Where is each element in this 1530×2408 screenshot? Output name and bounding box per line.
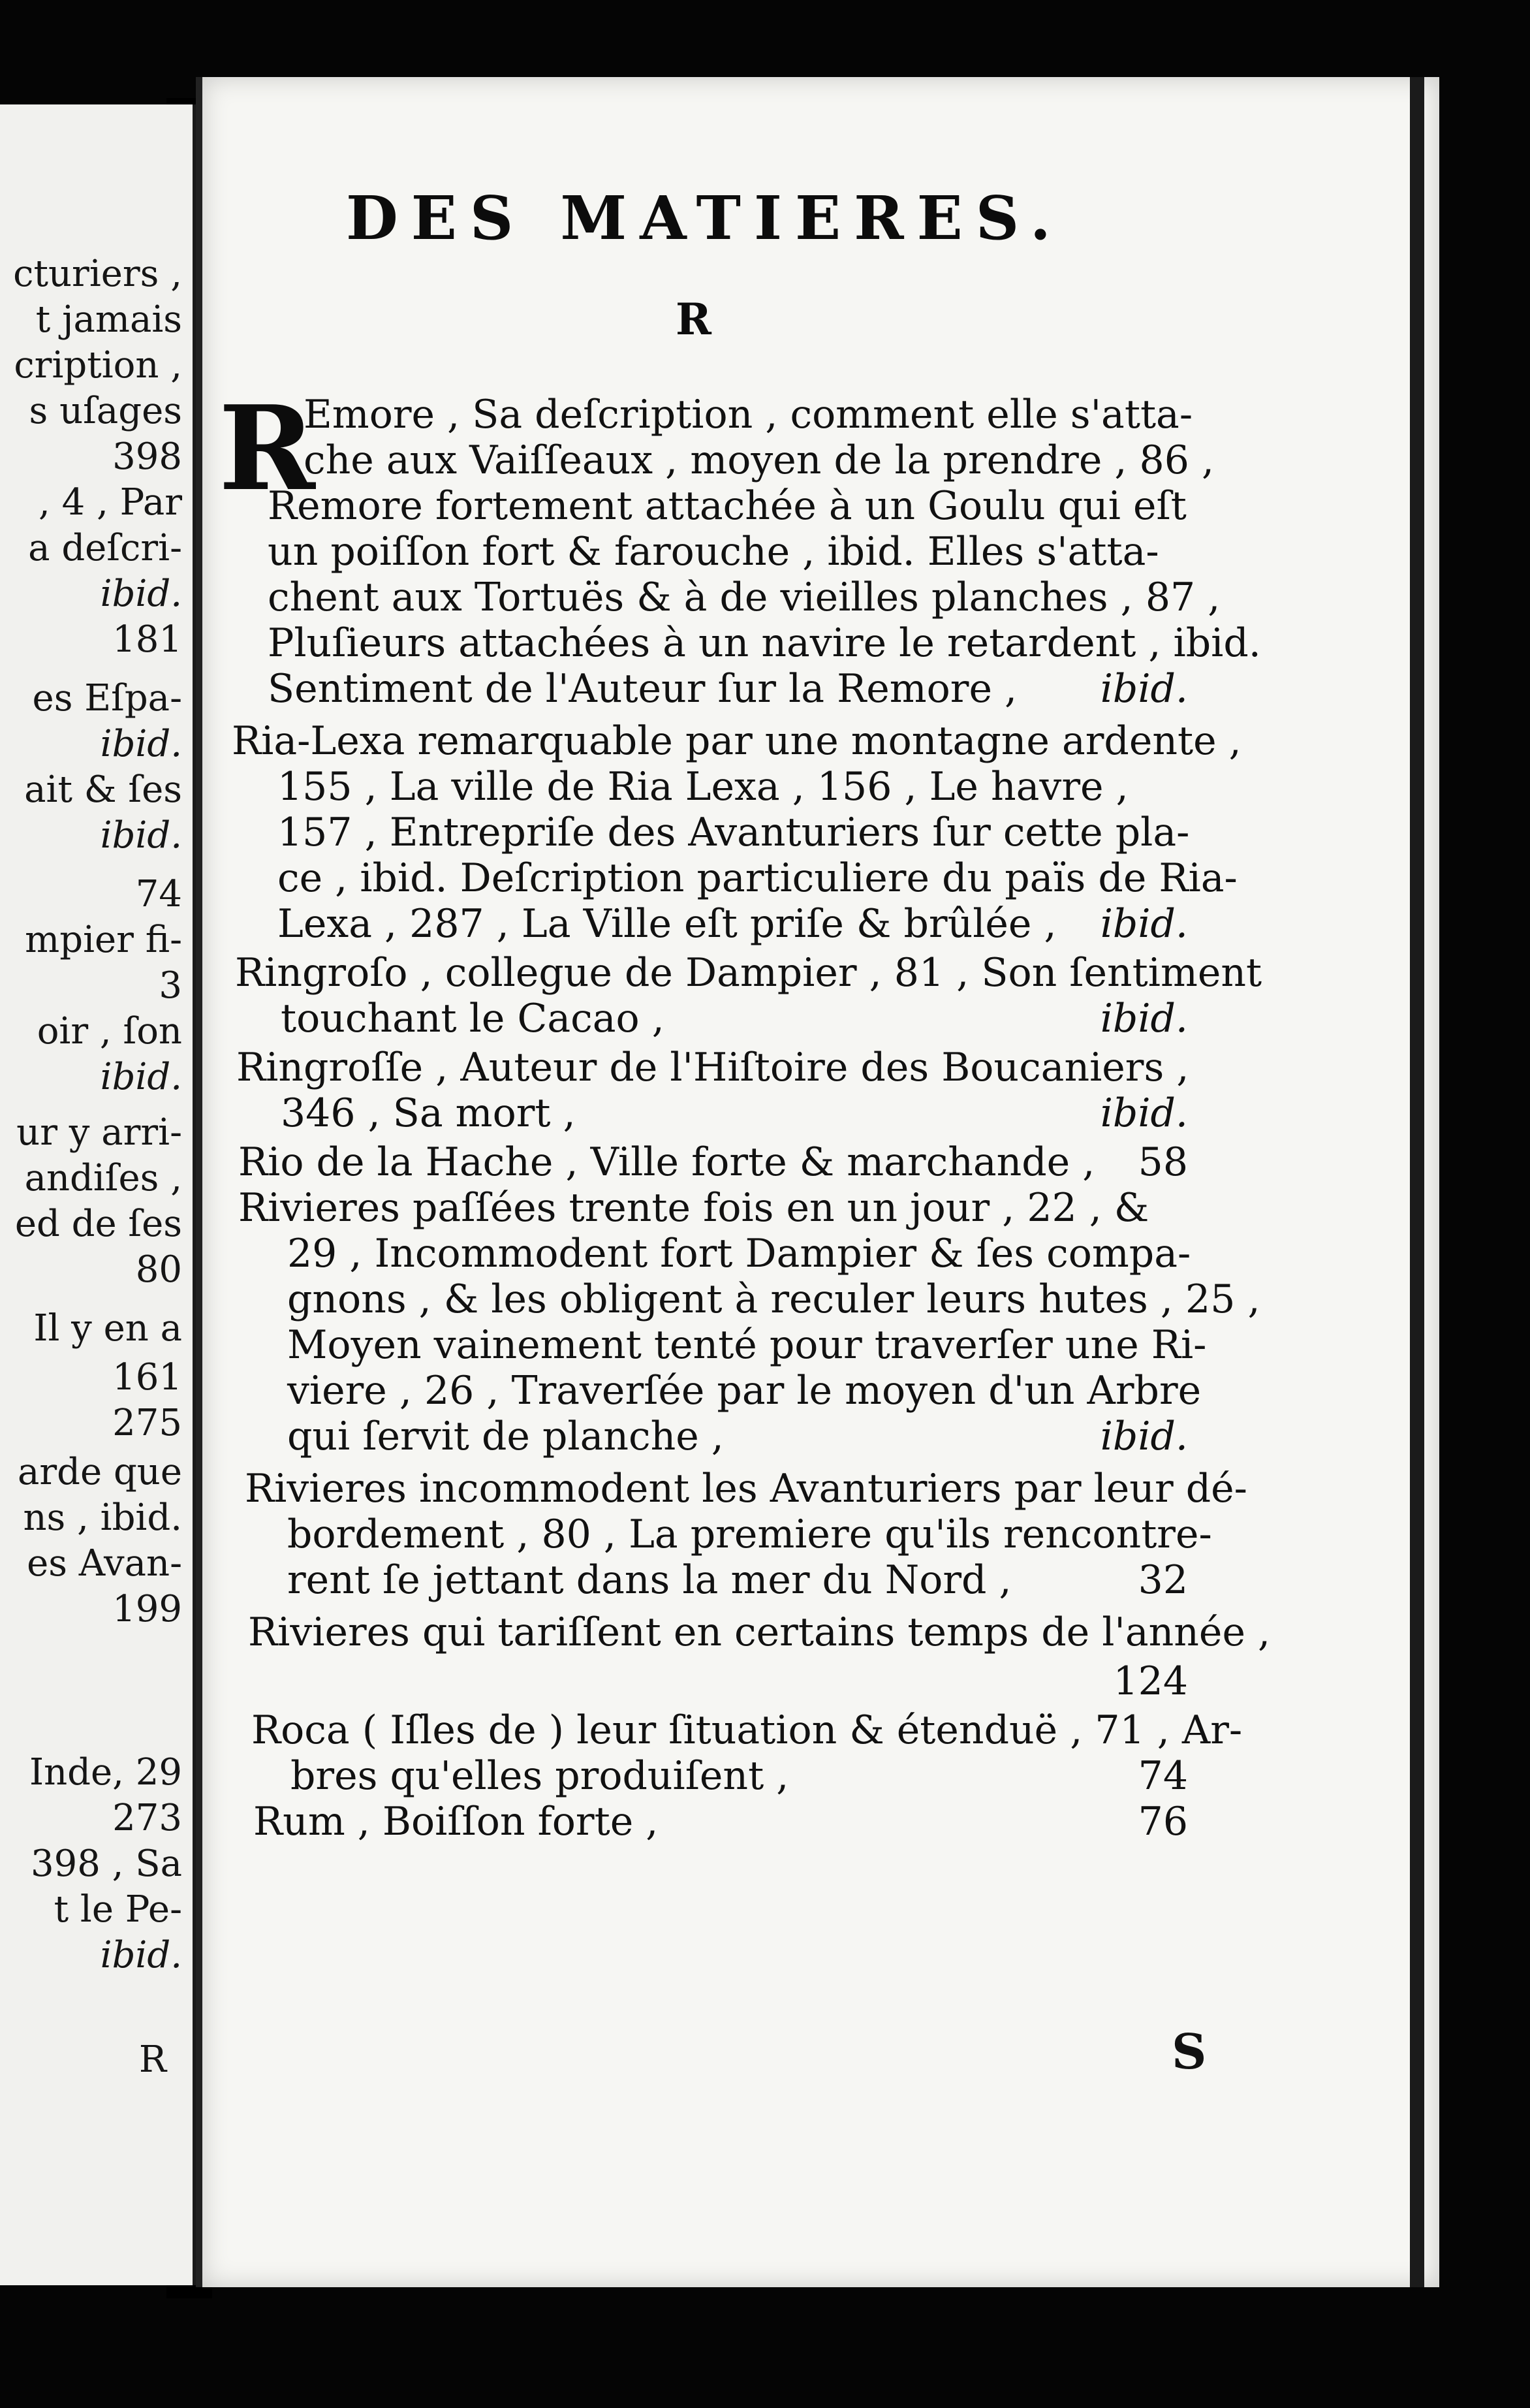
index-line: Rivieres incommodent les Avanturiers par leur dé-: [245, 1466, 1247, 1512]
index-line: Ringroſſe , Auteur de l'Hiſtoire des Boucaniers ,: [236, 1045, 1189, 1090]
left-line: ns , ibid.: [23, 1497, 182, 1539]
left-line: 398 , Sa: [30, 1843, 182, 1885]
left-line: a deſcri-: [28, 527, 182, 569]
index-line: rent ſe jettant dans la mer du Nord ,: [287, 1557, 1012, 1603]
page-ref: 124: [1113, 1658, 1188, 1704]
left-line: 398: [112, 436, 182, 478]
left-line: ibid.: [100, 814, 182, 857]
index-line: un poiſſon fort & farouche , ibid. Elles s'atta-: [268, 529, 1159, 575]
left-line: 161: [112, 1356, 182, 1399]
left-line: ibid.: [100, 723, 182, 765]
left-line: , 4 , Par: [39, 481, 182, 524]
index-line: 157 , Entrepriſe des Avanturiers ſur cette pla-: [277, 810, 1190, 855]
left-line: Inde, 29: [29, 1751, 182, 1794]
index-line: Lexa , 287 , La Ville eſt priſe & brûlée ,: [277, 901, 1057, 947]
left-line: oir , ſon: [37, 1010, 182, 1053]
left-page: [0, 104, 196, 2285]
page-ref: ibid.: [1100, 1090, 1188, 1136]
left-line: t jamais: [35, 298, 182, 341]
index-line: chent aux Tortuës & à de vieilles planches , 87 ,: [268, 575, 1221, 620]
left-line: andiſes ,: [24, 1157, 182, 1199]
page-ref: 58: [1138, 1139, 1188, 1185]
index-line: Remore fortement attachée à un Goulu qui eſt: [268, 483, 1187, 529]
left-line: cturiers ,: [13, 253, 182, 295]
index-line: Pluſieurs attachées à un navire le retardent , ibid.: [268, 620, 1261, 666]
page-ref: ibid.: [1100, 1414, 1188, 1459]
page-ref: 32: [1138, 1557, 1188, 1603]
page-ref: 76: [1138, 1799, 1188, 1845]
left-line: ibid.: [100, 1934, 182, 1976]
left-line: 74: [135, 873, 182, 915]
drop-cap: R: [219, 380, 315, 516]
index-line: bordement , 80 , La premiere qu'ils rencontre-: [287, 1512, 1212, 1557]
left-line: 275: [112, 1402, 182, 1444]
section-letter: R: [676, 294, 711, 345]
left-line: es Eſpa-: [32, 677, 182, 720]
page-ref: ibid.: [1100, 666, 1188, 712]
index-line: Rivieres qui tariſſent en certains temps de l'année ,: [248, 1609, 1271, 1655]
index-line: Emore , Sa deſcription , comment elle s'atta-: [304, 392, 1193, 437]
index-line: che aux Vaiſſeaux , moyen de la prendre , 86 ,: [304, 437, 1215, 483]
index-line: Rum , Boiſſon forte ,: [253, 1799, 659, 1845]
left-line: ait & ſes: [24, 768, 182, 811]
page-ref: ibid.: [1100, 996, 1188, 1041]
index-line: Rivieres paſſées trente fois en un jour , 22 , &: [238, 1185, 1149, 1231]
index-line: Ringroſo , collegue de Dampier , 81 , Son ſentiment: [235, 950, 1262, 996]
left-line: mpier fi-: [25, 919, 182, 961]
left-line: s uſages: [29, 390, 182, 432]
index-line: Moyen vainement tenté pour traverſer une Ri-: [287, 1322, 1207, 1368]
left-line: 181: [112, 618, 182, 661]
index-line: Ria-Lexa remarquable par une montagne ardente ,: [232, 718, 1241, 764]
index-line: ce , ibid. Deſcription particuliere du païs de Ria-: [277, 855, 1238, 901]
left-line: t le Pe-: [54, 1888, 182, 1931]
page-header: DES MATIERES.: [346, 183, 1064, 253]
left-line: ibid.: [100, 1056, 182, 1098]
index-line: 155 , La ville de Ria Lexa , 156 , Le havre ,: [277, 764, 1129, 810]
index-line: 346 , Sa mort ,: [281, 1090, 576, 1136]
left-line: es Avan-: [27, 1542, 182, 1585]
left-line: cription ,: [14, 344, 182, 387]
page-ref: ibid.: [1100, 901, 1188, 947]
index-line: touchant le Cacao ,: [281, 996, 664, 1041]
left-line: arde que: [18, 1451, 182, 1493]
index-line: bres qu'elles produiſent ,: [290, 1753, 789, 1799]
left-line: ur y arri-: [16, 1111, 182, 1154]
catchword: S: [1172, 2024, 1207, 2080]
index-line: qui ſervit de planche ,: [287, 1414, 724, 1459]
index-line: 29 , Incommodent fort Dampier & ſes compa-: [287, 1231, 1191, 1276]
index-line: viere , 26 , Traverſée par le moyen d'un Arbre: [287, 1368, 1202, 1414]
index-line: Rio de la Hache , Ville forte & marchande ,: [238, 1139, 1095, 1185]
page-edge: [1410, 77, 1424, 2287]
left-line: Il y en a: [33, 1307, 182, 1350]
left-catchword: R: [138, 2038, 166, 2081]
left-line: 3: [159, 964, 182, 1007]
index-line: Sentiment de l'Auteur ſur la Remore ,: [268, 666, 1018, 712]
left-line: 80: [135, 1248, 182, 1291]
left-line: ibid.: [100, 573, 182, 615]
index-line: gnons , & les obligent à reculer leurs hutes , 25 ,: [287, 1276, 1260, 1322]
left-line: 273: [112, 1797, 182, 1839]
left-line: ed de ſes: [14, 1203, 182, 1245]
page-ref: 74: [1138, 1753, 1188, 1799]
left-line: 199: [112, 1588, 182, 1630]
index-line: Roca ( Iſles de ) leur ſituation & étenduë , 71 , Ar-: [251, 1707, 1243, 1753]
